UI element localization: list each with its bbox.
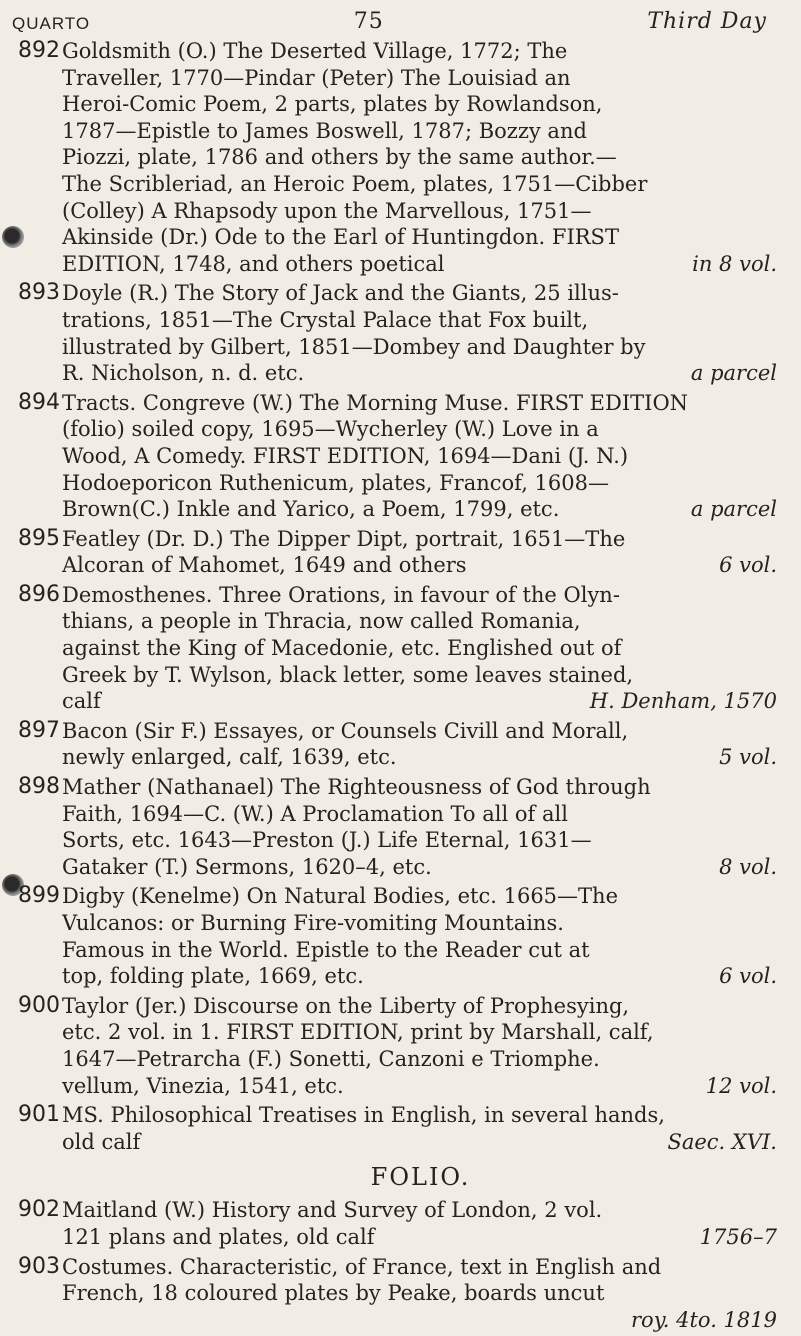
- lot-list: [0, 38, 801, 1336]
- lot-summary-left: old calf: [62, 1129, 141, 1154]
- lot-entry: [0, 1102, 801, 1155]
- lot-text-line: Bacon (Sir F.) Essayes, or Counsels Civill and Morall,: [62, 718, 629, 743]
- section-title-folio: FOLIO.: [370, 1163, 471, 1192]
- lot-text-line: Digby (Kenelme) On Natural Bodies, etc. 1665—The: [62, 884, 618, 909]
- lot-text-line: Greek by T. Wylson, black letter, some leaves stained,: [62, 662, 634, 687]
- lot-text-line: Costumes. Characteristic, of France, text in English and: [62, 1254, 662, 1279]
- lot-summary-line: [62, 688, 777, 715]
- lot-summary-left: Alcoran of Mahomet, 1649 and others: [62, 553, 467, 578]
- lot-text-line: Heroi-Comic Poem, 2 parts, plates by Rowlandson,: [62, 92, 603, 117]
- lot-number: 901: [18, 1102, 60, 1128]
- lot-summary-left: calf: [62, 689, 101, 714]
- lot-text-line: 1787—Epistle to James Boswell, 1787; Bozzy and: [62, 118, 587, 143]
- lot-summary-line: [62, 496, 777, 523]
- lot-quantity: in 8 vol.: [692, 251, 777, 276]
- lot-entry: [0, 718, 801, 771]
- lot-summary-line: [62, 251, 777, 278]
- lot-summary-left: 121 plans and plates, old calf: [62, 1224, 375, 1249]
- lot-text-line: Demosthenes. Three Orations, in favour of the Olyn-: [62, 582, 620, 607]
- lot-quantity: 8 vol.: [719, 854, 777, 879]
- lot-text-line: (Colley) A Rhapsody upon the Marvellous, 1751—: [62, 198, 592, 223]
- lot-summary-line: [62, 744, 777, 771]
- lot-summary-line: [62, 963, 777, 990]
- lot-summary-left: newly enlarged, calf, 1639, etc.: [62, 745, 397, 770]
- lot-text-line: Tracts. Congreve (W.) The Morning Muse. FIRST EDITION: [62, 390, 689, 415]
- lot-number: 892: [18, 38, 60, 63]
- lot-text-line: Sorts, etc. 1643—Preston (J.) Life Eternal, 1631—: [62, 828, 592, 853]
- running-header: [12, 0, 767, 34]
- lot-summary-line: [62, 360, 777, 387]
- lot-summary-left: Brown(C.) Inkle and Yarico, a Poem, 1799, etc.: [62, 497, 560, 522]
- lot-entry: [0, 883, 801, 989]
- lot-number: 898: [18, 774, 60, 800]
- lot-text-line: Vulcanos: or Burning Fire-vomiting Mountains.: [62, 911, 564, 935]
- header-day: Third Day: [647, 9, 767, 34]
- lot-text-line: Faith, 1694—C. (W.) A Proclamation To all of all: [62, 801, 568, 826]
- lot-summary-line: [62, 1224, 777, 1251]
- lot-number: 893: [18, 280, 60, 306]
- lot-text-line: Wood, A Comedy. FIRST EDITION, 1694—Dani (J. N.): [62, 443, 629, 468]
- lot-quantity: a parcel: [690, 361, 777, 386]
- lot-quantity: roy. 4to. 1819: [631, 1307, 777, 1332]
- lot-text-line: against the King of Macedonie, etc. Englished out of: [62, 636, 622, 661]
- lot-text-line: etc. 2 vol. in 1. FIRST EDITION, print by Marshall, calf,: [62, 1020, 654, 1045]
- lot-entry: [0, 1197, 801, 1250]
- lot-text-line: Famous in the World. Epistle to the Reader cut at: [62, 937, 590, 962]
- lot-summary-left: vellum, Vinezia, 1541, etc.: [62, 1073, 344, 1098]
- lot-text-line: Piozzi, plate, 1786 and others by the same author.—: [62, 145, 617, 170]
- lot-entry: [0, 1254, 801, 1334]
- lot-text-line: Taylor (Jer.) Discourse on the Liberty of Prophesying,: [62, 993, 630, 1018]
- lot-number: 900: [18, 992, 60, 1018]
- lot-text-line: illustrated by Gilbert, 1851—Dombey and Daughter by: [62, 334, 646, 359]
- lot-summary-line: [62, 1307, 777, 1334]
- lot-entry: [0, 390, 801, 523]
- lot-text-line: 1647—Petrarcha (F.) Sonetti, Canzoni e Triomphe.: [62, 1046, 600, 1071]
- lot-summary-line: [62, 1073, 777, 1100]
- lot-summary-left: top, folding plate, 1669, etc.: [62, 964, 364, 989]
- lot-text-line: (folio) soiled copy, 1695—Wycherley (W.) Love in a: [62, 417, 599, 442]
- lot-quantity: 1756–7: [699, 1224, 777, 1249]
- lot-entry: [0, 526, 801, 579]
- lot-text-line: thians, a people in Thracia, now called Romania,: [62, 609, 581, 634]
- lot-number: 902: [18, 1197, 60, 1223]
- lot-text-line: Hodoeporicon Ruthenicum, plates, Francof, 1608—: [62, 470, 609, 495]
- lot-summary-left: EDITION, 1748, and others poetical: [62, 251, 445, 276]
- lot-entry: [0, 38, 801, 277]
- lot-summary-left: R. Nicholson, n. d. etc.: [62, 361, 305, 386]
- lot-number: 895: [18, 525, 60, 551]
- lot-text-line: Maitland (W.) History and Survey of London, 2 vol.: [62, 1198, 603, 1223]
- lot-number: 903: [18, 1253, 60, 1279]
- lot-quantity: 5 vol.: [719, 745, 777, 770]
- lot-quantity: H. Denham, 1570: [589, 689, 777, 714]
- lot-entry: [0, 280, 801, 386]
- lot-entry: [0, 774, 801, 880]
- lot-entry: [0, 582, 801, 715]
- lot-number: 896: [18, 581, 60, 607]
- lot-text-line: Featley (Dr. D.) The Dipper Dipt, portrait, 1651—The: [62, 526, 626, 551]
- lot-number: 899: [18, 883, 60, 909]
- lot-text-line: Goldsmith (O.) The Deserted Village, 1772; The: [62, 39, 568, 63]
- lot-text-line: French, 18 coloured plates by Peake, boards uncut: [62, 1281, 605, 1306]
- lot-number: 894: [18, 389, 60, 415]
- lot-quantity: 6 vol.: [719, 964, 777, 989]
- lot-text-line: Traveller, 1770—Pindar (Peter) The Louisiad an: [62, 65, 571, 90]
- page-number: 75: [353, 9, 384, 34]
- lot-text-line: MS. Philosophical Treatises in English, in several hands,: [62, 1103, 665, 1128]
- lot-quantity: 12 vol.: [705, 1073, 777, 1098]
- lot-entry: [0, 993, 801, 1099]
- lot-quantity: Saec. XVI.: [667, 1129, 777, 1154]
- lot-quantity: a parcel: [690, 497, 777, 522]
- lot-text-line: Akinside (Dr.) Ode to the Earl of Huntingdon. FIRST: [62, 225, 619, 250]
- lot-quantity: 6 vol.: [719, 553, 777, 578]
- header-format: QUARTO: [12, 14, 91, 33]
- lot-text-line: Mather (Nathanael) The Righteousness of God through: [62, 775, 651, 800]
- lot-summary-left: Gataker (T.) Sermons, 1620–4, etc.: [62, 854, 432, 879]
- lot-text-line: The Scribleriad, an Heroic Poem, plates, 1751—Cibber: [62, 171, 648, 196]
- lot-summary-line: [62, 552, 777, 579]
- lot-number: 897: [18, 717, 60, 743]
- lot-summary-line: [62, 854, 777, 881]
- lot-text-line: trations, 1851—The Crystal Palace that Fox built,: [62, 307, 589, 332]
- lot-text-line: Doyle (R.) The Story of Jack and the Giants, 25 illus-: [62, 281, 619, 306]
- lot-summary-line: [62, 1129, 777, 1156]
